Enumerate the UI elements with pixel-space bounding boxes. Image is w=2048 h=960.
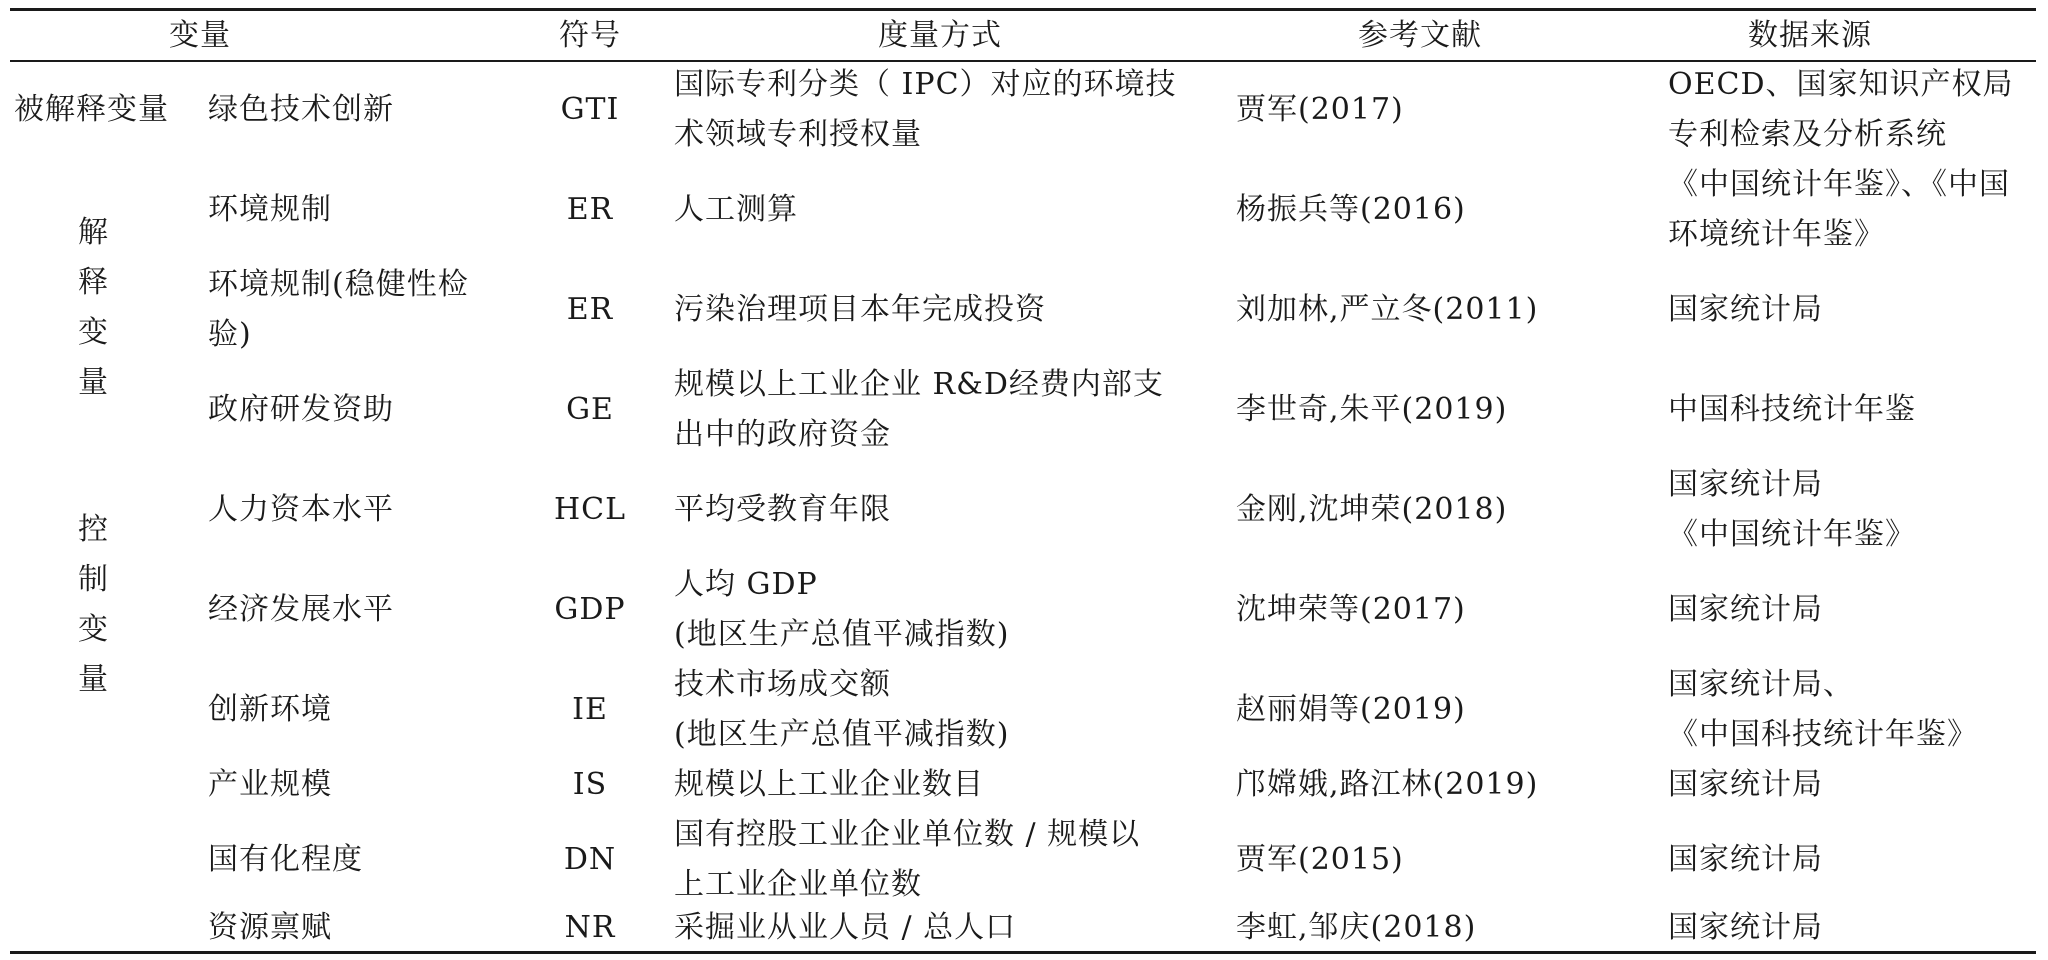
- row-gdp-reference: 沈坤荣等(2017): [1236, 592, 1466, 627]
- row-ie-variable: 创新环境: [208, 692, 332, 727]
- row-gti-measure: 国际专利分类（ IPC）对应的环境技 术领域专利授权量: [674, 67, 1177, 152]
- row-ge-variable: 政府研发资助: [208, 392, 394, 427]
- row-er-robust-symbol: ER: [566, 292, 614, 327]
- row-dn-source: 国家统计局: [1668, 842, 1823, 877]
- row-nr-symbol: NR: [564, 910, 616, 945]
- row-er-robust-source: 国家统计局: [1668, 292, 1823, 327]
- row-er-measure: 人工测算: [674, 192, 798, 227]
- row-gdp-source: 国家统计局: [1668, 592, 1823, 627]
- header-reference: 参考文献: [1358, 18, 1482, 53]
- header-variable: 变量: [169, 18, 231, 53]
- row-er-robust-variable: 环境规制(稳健性检 验): [208, 267, 469, 352]
- header-source: 数据来源: [1748, 18, 1872, 53]
- row-nr-source: 国家统计局: [1668, 910, 1823, 945]
- row-hcl-symbol: HCL: [553, 492, 627, 527]
- row-er-symbol: ER: [566, 192, 614, 227]
- row-is-source: 国家统计局: [1668, 767, 1823, 802]
- row-gti-reference: 贾军(2017): [1236, 92, 1404, 127]
- row-dn-reference: 贾军(2015): [1236, 842, 1404, 877]
- header-measure: 度量方式: [878, 18, 1002, 53]
- row-nr-variable: 资源禀赋: [208, 910, 332, 945]
- row-ge-measure: 规模以上工业企业 R&D经费内部支 出中的政府资金: [674, 367, 1164, 452]
- row-gti-variable: 绿色技术创新: [208, 92, 394, 127]
- row-er-reference: 杨振兵等(2016): [1236, 192, 1466, 227]
- row-dn-variable: 国有化程度: [208, 842, 363, 877]
- row-nr-reference: 李虹,邹庆(2018): [1236, 910, 1477, 945]
- row-dn-measure: 国有控股工业企业单位数 / 规模以 上工业企业单位数: [674, 817, 1141, 902]
- row-dn-symbol: DN: [563, 842, 617, 877]
- row-er-source: 《中国统计年鉴》、《中国 环境统计年鉴》: [1668, 167, 2010, 252]
- row-ie-reference: 赵丽娟等(2019): [1236, 692, 1466, 727]
- variable-table: [10, 8, 2036, 954]
- row-hcl-source: 国家统计局 《中国统计年鉴》: [1668, 467, 1916, 552]
- group-control-label: 控 制 变 量: [78, 512, 108, 697]
- header-symbol: 符号: [559, 18, 621, 53]
- row-nr-measure: 采掘业从业人员 / 总人口: [674, 910, 1017, 945]
- row-is-variable: 产业规模: [208, 767, 332, 802]
- row-hcl-reference: 金刚,沈坤荣(2018): [1236, 492, 1508, 527]
- row-ge-symbol: GE: [566, 392, 614, 427]
- group-dependent-label: 被解释变量: [14, 92, 169, 127]
- row-gdp-variable: 经济发展水平: [208, 592, 394, 627]
- row-er-robust-measure: 污染治理项目本年完成投资: [674, 292, 1046, 327]
- row-er-variable: 环境规制: [208, 192, 332, 227]
- row-ge-source: 中国科技统计年鉴: [1668, 392, 1916, 427]
- row-hcl-measure: 平均受教育年限: [674, 492, 891, 527]
- row-gti-symbol: GTI: [560, 92, 620, 127]
- row-gti-source: OECD、国家知识产权局 专利检索及分析系统: [1668, 67, 2014, 152]
- row-er-robust-reference: 刘加林,严立冬(2011): [1236, 292, 1539, 327]
- row-is-symbol: IS: [572, 767, 608, 802]
- row-hcl-variable: 人力资本水平: [208, 492, 394, 527]
- row-ge-reference: 李世奇,朱平(2019): [1236, 392, 1508, 427]
- row-ie-symbol: IE: [572, 692, 608, 727]
- row-gdp-symbol: GDP: [554, 592, 626, 627]
- row-is-reference: 邝嫦娥,路江林(2019): [1236, 767, 1539, 802]
- row-ie-source: 国家统计局、 《中国科技统计年鉴》: [1668, 667, 1978, 752]
- row-ie-measure: 技术市场成交额 (地区生产总值平减指数): [674, 667, 1010, 752]
- row-is-measure: 规模以上工业企业数目: [674, 767, 984, 802]
- group-explanatory-label: 解 释 变 量: [78, 215, 108, 400]
- row-gdp-measure: 人均 GDP (地区生产总值平减指数): [674, 567, 1010, 652]
